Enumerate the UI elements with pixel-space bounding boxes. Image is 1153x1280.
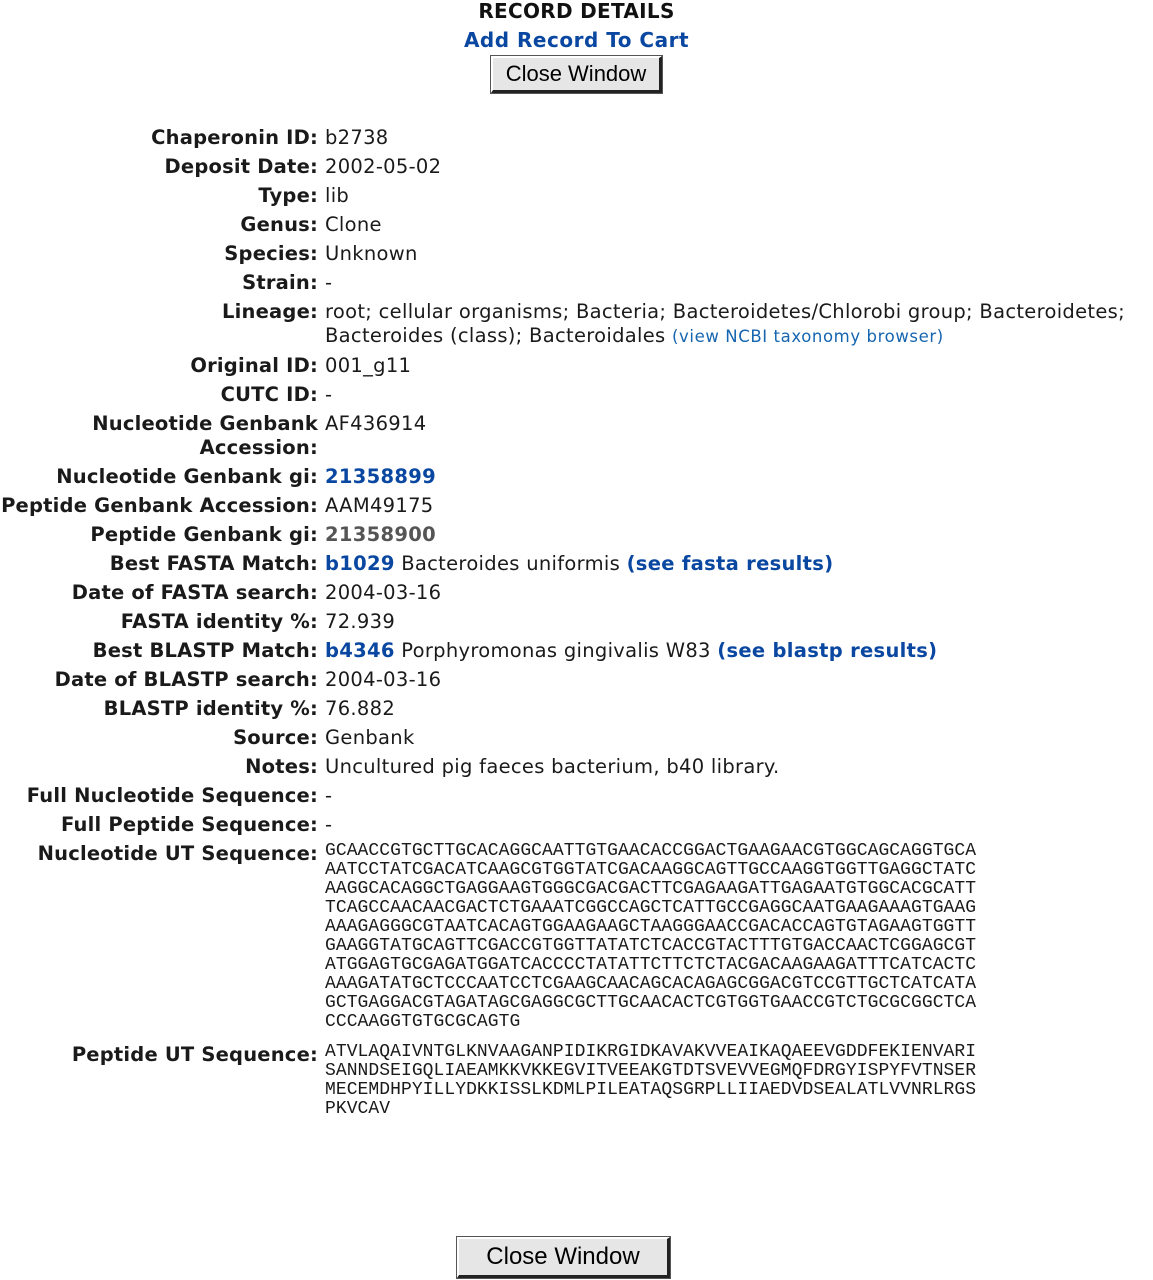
row-source [0,721,1153,750]
value-lineage [325,295,1153,349]
peptide-ut-sequence: ATVLAQAIVNTGLKNVAAGANPIDIKRGIDKAVAKVVEAIKAQAEEVGDDFEKIENVARI SANNDSEIGQLIAEAMKKVKKEGVITVEEAKGTDTSVEVVEGMQFDRGYISPYFVTNSER MECEMDHPYILLYDKKISSLKDMLPILEATAQSGRPLLIIAEDVDSEALATLVVNRLRGS PKVCAV [325,1042,977,1119]
label-source: Source: [233,726,318,749]
label-type: Type: [258,184,318,207]
nucleotide-gi-link[interactable]: 21358899 [325,465,436,488]
nucleotide-ut-sequence: GCAACCGTGCTTGCACAGGCAATTGTGAACACCGGACTGAAGAACGTGGCAGCAGGTGCA AATCCTATCGACATCAAGCGTGGTATCGACAAGGCAGTTGCCAAGGTGGTTGAGGCTATC AAGGCACAGGCTGAGGAAGTGGGCGACGACTTCGAGAAGATTGAGAATGTGGCACGCATT TCAGCCAACAACGACTCTGAAATCGGCCAGCTCATTGCCGAGGCAATGAAGAAAGTGAAG AAAGAGGGCGTAATCACAGTGGAAGAAGCTAAGGGAACCGACACCAGTGTAGAAGTGGTT GAAGGTATGCAGTTCGACCGTGGTTATATCTCACCGTACTTTGTGACCAACTCGGAGCGT ATGGAGTGCGAGATGGATCACCCCTATATTCTTCTCTACGACAAGAAGATTTCATCACTC AAAGATATGCTCCCAATCCTCGAAGCAACAGCACAGAGCGGACGTCCGTTGCTCATCATA GCTGAGGACGTAGATAGCGAGGCGCTTGCAACACTCGTGGTGAACCGTCTGCGCGGCTCA CCCAAGGTGTGCGCAGTG [325,841,977,1032]
row-best-blastp [0,634,1153,663]
label-strain: Strain: [242,271,318,294]
row-full-peptide-sequence [0,808,1153,837]
row-blastp-identity [0,692,1153,721]
add-record-to-cart-link[interactable]: Add Record To Cart [463,28,690,52]
value-full-nucleotide-sequence: - [325,784,333,807]
label-peptide-accession: Peptide Genbank Accession: [1,494,318,517]
value-species: Unknown [325,242,418,265]
row-deposit-date [0,150,1153,179]
value-nucleotide-accession: AF436914 [325,412,427,435]
close-window-button-bottom[interactable]: Close Window [457,1237,670,1278]
best-fasta-id-link[interactable]: b1029 [325,552,395,575]
label-lineage: Lineage: [222,300,318,323]
row-nucleotide-ut-sequence [0,837,1153,1032]
label-best-blastp: Best BLASTP Match: [92,639,318,662]
label-notes: Notes: [245,755,318,778]
label-blastp-identity: BLASTP identity %: [103,697,318,720]
value-type: lib [325,184,350,207]
best-blastp-organism: Porphyromonas gingivalis W83 [401,639,711,662]
label-nucleotide-gi: Nucleotide Genbank gi: [56,465,318,488]
value-fasta-date: 2004-03-16 [325,581,442,604]
value-fasta-identity: 72.939 [325,610,396,633]
row-fasta-identity [0,605,1153,634]
label-nucleotide-ut-sequence: Nucleotide UT Sequence: [37,842,318,865]
best-blastp-id-link[interactable]: b4346 [325,639,395,662]
see-blastp-results-link[interactable]: (see blastp results) [717,639,938,662]
page-title: RECORD DETAILS [478,0,675,23]
label-species: Species: [224,242,318,265]
label-original-id: Original ID: [190,354,318,377]
label-chaperonin-id: Chaperonin ID: [151,126,318,149]
row-cutc-id [0,378,1153,407]
label-nucleotide-accession: Nucleotide Genbank Accession: [92,412,318,459]
row-peptide-accession [0,489,1153,518]
lineage-text: root; cellular organisms; Bacteria; Bacteroidetes/Chlorobi group; Bacteroidetes; Bacteroides (class); Bacteroidales [325,300,1125,347]
label-fasta-date: Date of FASTA search: [71,581,318,604]
value-blastp-identity: 76.882 [325,697,396,720]
row-species [0,237,1153,266]
row-type [0,179,1153,208]
row-lineage [0,295,1153,349]
label-blastp-date: Date of BLASTP search: [54,668,318,691]
label-fasta-identity: FASTA identity %: [120,610,318,633]
value-source: Genbank [325,726,415,749]
row-full-nucleotide-sequence [0,779,1153,808]
row-nucleotide-gi [0,460,1153,489]
record-details-table [0,126,1153,1119]
label-best-fasta: Best FASTA Match: [109,552,318,575]
value-notes: Uncultured pig faeces bacterium, b40 library. [325,755,780,778]
row-genus [0,208,1153,237]
row-notes [0,750,1153,779]
label-full-peptide-sequence: Full Peptide Sequence: [60,813,318,836]
value-full-peptide-sequence: - [325,813,333,836]
value-genus: Clone [325,213,382,236]
value-chaperonin-id: b2738 [325,126,389,149]
row-best-fasta [0,547,1153,576]
label-deposit-date: Deposit Date: [164,155,318,178]
peptide-gi-value: 21358900 [325,523,436,546]
value-deposit-date: 2002-05-02 [325,155,442,178]
see-fasta-results-link[interactable]: (see fasta results) [626,552,834,575]
value-blastp-date: 2004-03-16 [325,668,442,691]
row-chaperonin-id [0,126,1153,150]
label-full-nucleotide-sequence: Full Nucleotide Sequence: [26,784,318,807]
value-cutc-id: - [325,383,333,406]
row-strain [0,266,1153,295]
row-original-id [0,349,1153,378]
label-genus: Genus: [240,213,318,236]
best-fasta-organism: Bacteroides uniformis [401,552,621,575]
value-strain: - [325,271,333,294]
close-window-button-top[interactable]: Close Window [491,56,662,93]
row-fasta-date [0,576,1153,605]
page-header [0,0,1153,93]
label-peptide-ut-sequence: Peptide UT Sequence: [71,1043,318,1066]
label-peptide-gi: Peptide Genbank gi: [90,523,318,546]
row-nucleotide-accession [0,407,1153,460]
row-peptide-gi [0,518,1153,547]
value-original-id: 001_g11 [325,354,412,377]
value-peptide-accession: AAM49175 [325,494,434,517]
row-blastp-date [0,663,1153,692]
ncbi-taxonomy-link[interactable]: (view NCBI taxonomy browser) [671,327,944,346]
row-peptide-ut-sequence [0,1032,1153,1119]
label-cutc-id: CUTC ID: [220,383,318,406]
